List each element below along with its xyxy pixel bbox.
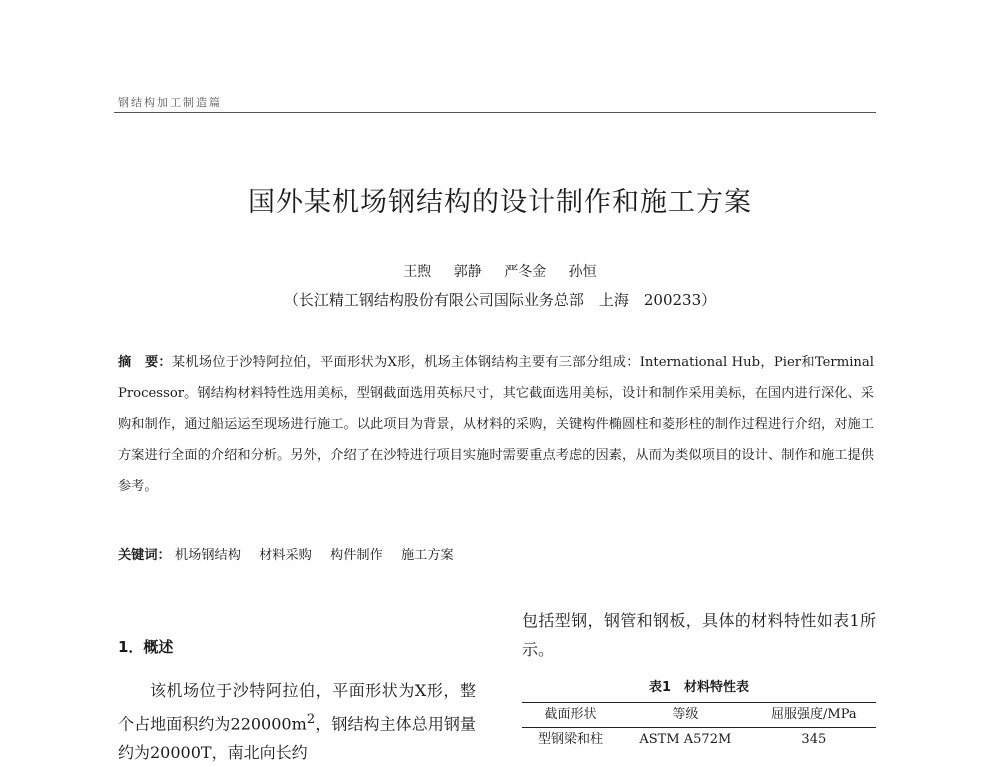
superscript: 2 — [306, 712, 316, 727]
body-text: 该机场位于沙特阿拉伯，平面形状为X形，整个占地面积约为220000m — [118, 681, 476, 734]
section-heading: 1．概述 — [118, 638, 174, 656]
keyword: 构件制作 — [330, 548, 383, 563]
body-text: ，钢结构主体总用钢量约为20000T，南北向长约 — [118, 714, 476, 763]
table-header-row — [522, 703, 876, 728]
table-header-cell: 等级 — [619, 703, 752, 728]
header-rule — [114, 112, 876, 113]
keyword: 材料采购 — [259, 548, 312, 563]
table-caption: 表1 材料特性表 — [648, 680, 750, 695]
table-header-cell: 截面形状 — [522, 703, 619, 728]
author: 严冬金 — [504, 264, 547, 280]
affiliation: （长江精工钢结构股份有限公司国际业务总部 上海 200233） — [283, 291, 717, 309]
keyword: 施工方案 — [401, 548, 454, 563]
section-body — [118, 676, 476, 767]
table-cell: ASTM A572M — [639, 732, 732, 747]
author: 孙恒 — [568, 264, 597, 280]
abstract — [118, 347, 874, 502]
author: 王煦 — [403, 264, 432, 280]
paper-title: 国外某机场钢结构的设计制作和施工方案 — [248, 187, 752, 218]
table-header-cell: 屈服强度/MPa — [752, 703, 876, 728]
keywords — [118, 540, 874, 571]
abstract-label: 摘 要： — [118, 355, 172, 370]
table-row — [522, 728, 876, 753]
keywords-label: 关键词： — [118, 548, 171, 563]
keyword: 机场钢结构 — [174, 548, 241, 563]
author-list — [0, 261, 1000, 281]
abstract-text: 某机场位于沙特阿拉伯，平面形状为X形，机场主体钢结构主要有三部分组成：International Hub，Pier和Terminal Processor。钢结构材料特性选用美标，型钢截面选用英标尺寸，其它截面选用美标，设计和制作采用美标，在国内进行深化、采购和制作，通过船运运至现场进行施工。以此项目为背景，从材料的采购，关键构件椭圆柱和菱形柱的制作过程进行介绍，对施工方案进行全面的介绍和分析。另外，介绍了在沙特进行项目实施时需要重点考虑的因素，从而为类似项目的设计、制作和施工提供参考。 — [118, 355, 875, 494]
table-cell: 型钢梁和柱 — [537, 732, 603, 747]
running-header: 钢结构加工制造篇 — [118, 96, 222, 109]
author: 郭静 — [453, 264, 482, 280]
right-column-text: 包括型钢，钢管和钢板，具体的材料特性如表1所示。 — [522, 611, 876, 659]
material-table — [522, 702, 876, 752]
table-cell: 345 — [801, 732, 827, 747]
